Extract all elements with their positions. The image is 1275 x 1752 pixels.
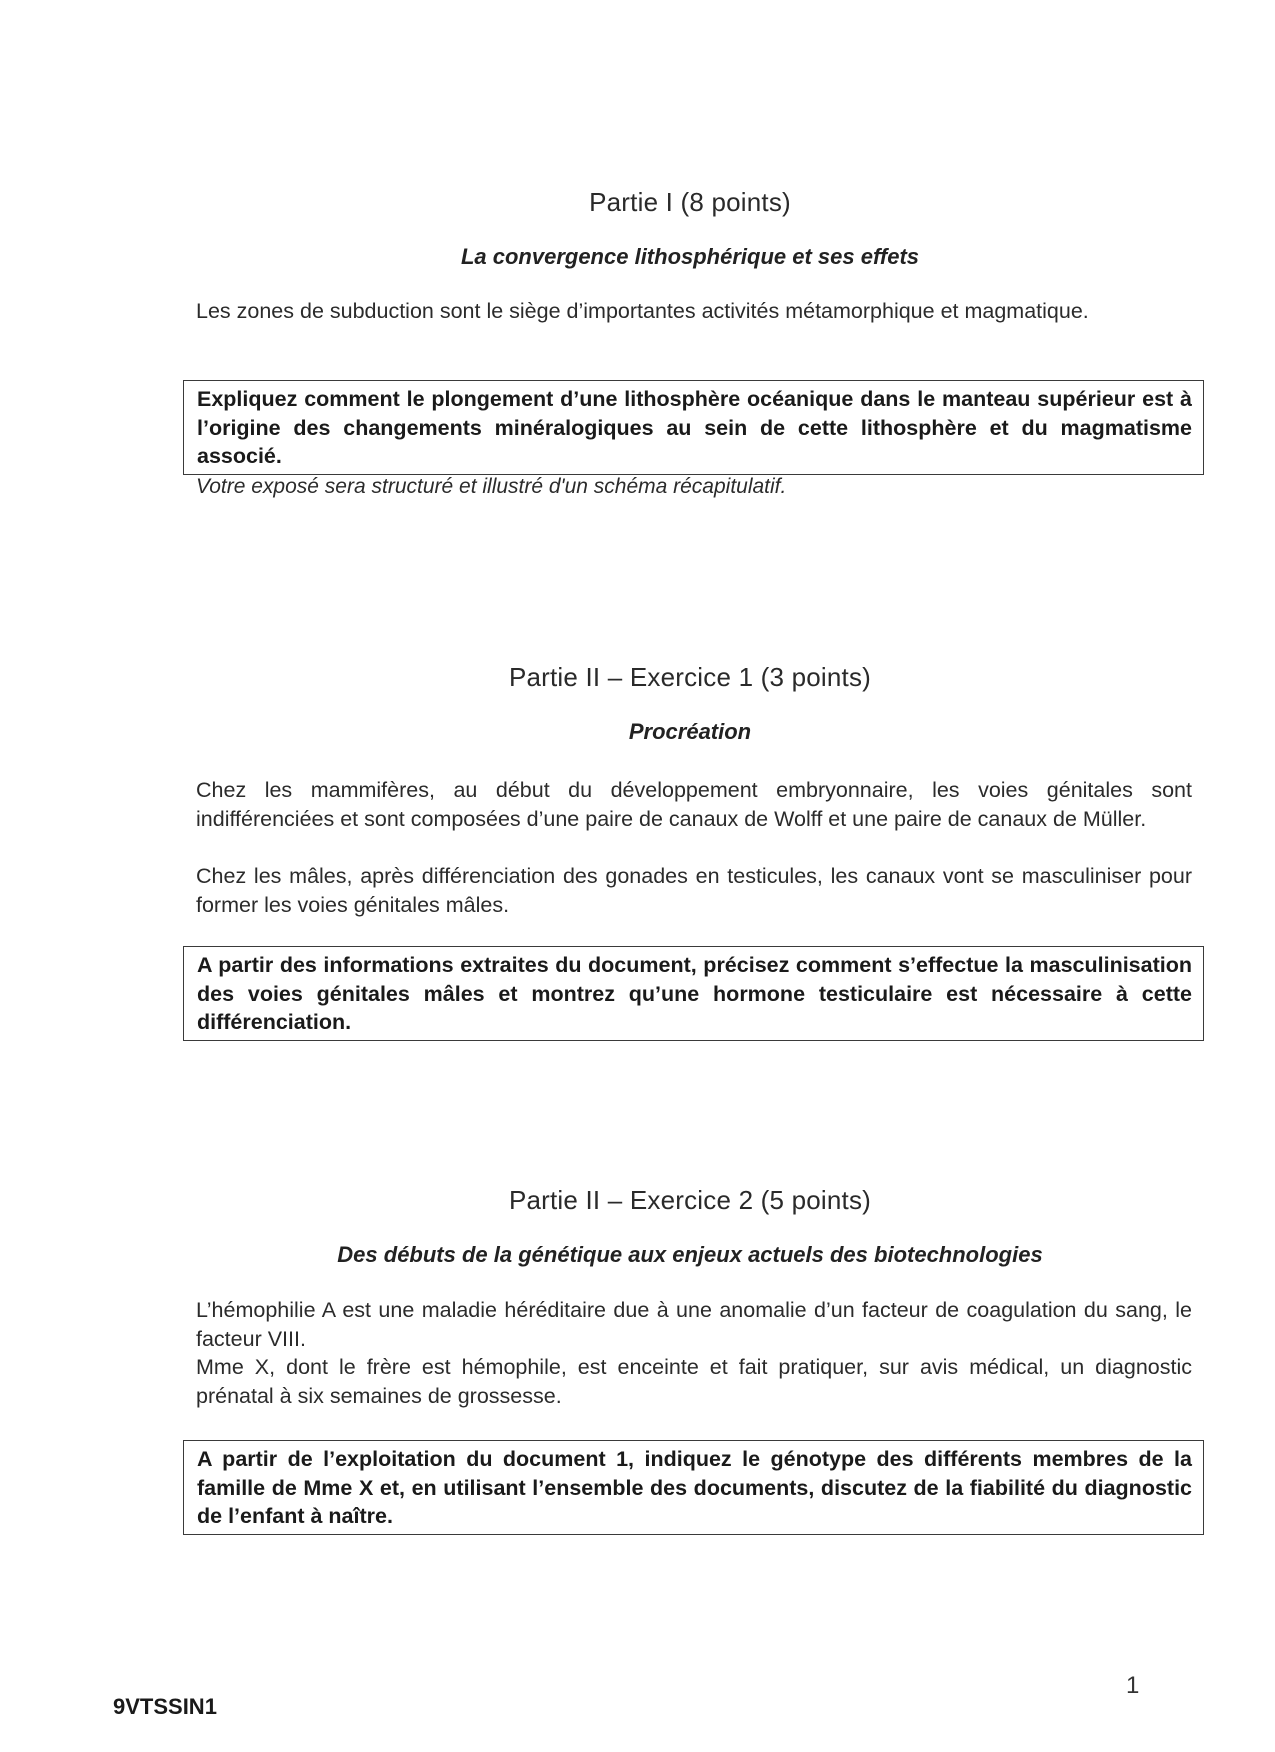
part2-ex2-question-box: A partir de l’exploitation du document 1, indiquez le génotype des différents membres de la famille de Mme X et, en utilisant l’ensemble des documents, discutez de la fiabilité du diagnostic de l’enfant à naître. [183,1440,1204,1535]
part1-intro: Les zones de subduction sont le siège d’importantes activités métamorphique et magmatique. [196,299,1089,323]
part1-title: Partie I (8 points) [589,187,791,217]
part2-ex2-intro-1: L’hémophilie A est une maladie héréditaire due à une anomalie d’un facteur de coagulation du sang, le facteur VIII. [196,1298,1192,1351]
page-number: 1 [1126,1672,1140,1699]
part2-ex2-subtitle: Des débuts de la génétique aux enjeux actuels des biotechnologies [337,1242,1043,1267]
part2-ex1-subtitle: Procréation [628,719,752,744]
part2-ex2-title: Partie II – Exercice 2 (5 points) [508,1185,872,1215]
part2-ex1-intro-1: Chez les mammifères, au début du développement embryonnaire, les voies génitales sont indifférenciées et sont composées d’une paire de canaux de Wolff et une paire de canaux de Müller. [196,778,1192,831]
part2-ex1-question-box: A partir des informations extraites du document, précisez comment s’effectue la masculinisation des voies génitales mâles et montrez qu’une hormone testiculaire est nécessaire à cette différenciation. [183,946,1204,1041]
part2-ex2-intro-2: Mme X, dont le frère est hémophile, est enceinte et fait pratiquer, sur avis médical, un diagnostic prénatal à six semaines de grossesse. [196,1355,1192,1408]
part2-ex1-intro-2: Chez les mâles, après différenciation des gonades en testicules, les canaux vont se masculiniser pour former les voies génitales mâles. [196,864,1192,917]
part1-question-box: Expliquez comment le plongement d’une lithosphère océanique dans le manteau supérieur est à l’origine des changements minéralogiques au sein de cette lithosphère et du magmatisme associé. [183,380,1204,475]
part1-subtitle: La convergence lithosphérique et ses effets [460,244,920,269]
part1-instruction: Votre exposé sera structuré et illustré d'un schéma récapitulatif. [196,475,787,498]
part2-ex1-title: Partie II – Exercice 1 (3 points) [508,662,872,692]
document-code: 9VTSSIN1 [113,1694,217,1719]
